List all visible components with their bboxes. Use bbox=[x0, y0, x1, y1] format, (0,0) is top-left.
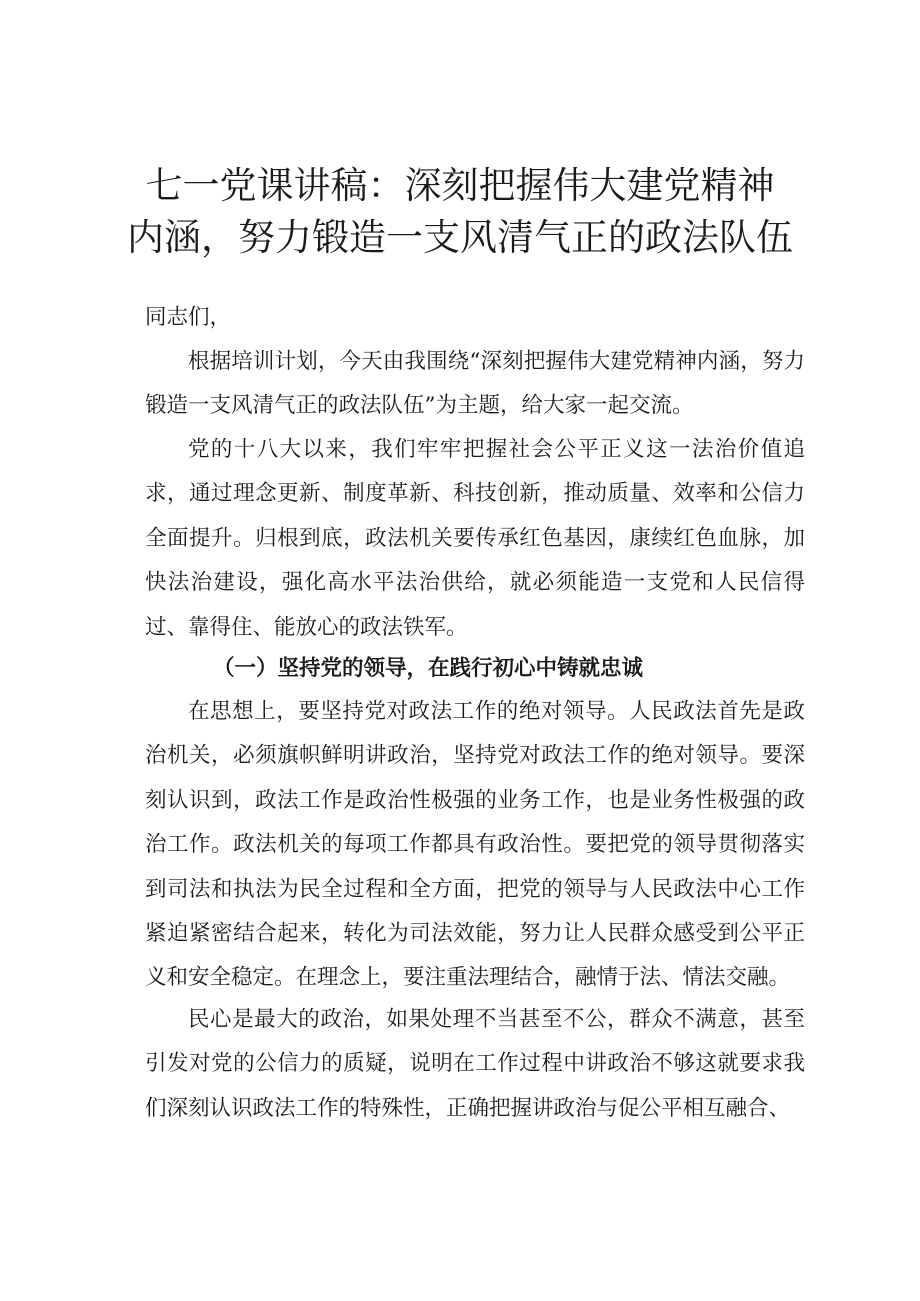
title-line-1: 七一党课讲稿：深刻把握伟大建党精神 bbox=[145, 164, 775, 207]
document-title bbox=[100, 160, 820, 264]
section-heading: （一）坚持党的领导，在践行初心中铸就忠诚 bbox=[213, 656, 644, 681]
section-paragraph-1: 在思想上，要坚持党对政法工作的绝对领导。人民政法首先是政治机关，必须旗帜鲜明讲政治，坚持党对政法工作的绝对领导。要深刻认识到，政法工作是政治性极强的业务工作，也是业务性极强的政治工作。政法机关的每项工作都具有政治性。要把党的领导贯彻落实到司法和执法为民全过程和全方面，把党的领导与人民政法中心工作紧迫紧密结合起来，转化为司法效能，努力让人民群众感受到公平正义和安全稳定。在理念上，要注重法理结合，融情于法、情法交融。 bbox=[145, 699, 805, 991]
intro-paragraph: 根据培训计划，今天由我围绕“深刻把握伟大建党精神内涵，努力锻造一支风清气正的政法队伍”为主题，给大家一起交流。 bbox=[145, 349, 805, 419]
background-paragraph: 党的十八大以来，我们牢牢把握社会公平正义这一法治价值追求，通过理念更新、制度革新、科技创新，推动质量、效率和公信力全面提升。归根到底，政法机关要传承红色基因，康续红色血脉，加快法治建设，强化高水平法治供给，就必须能造一支党和人民信得过、靠得住、能放心的政法铁军。 bbox=[145, 437, 805, 640]
section-paragraph-2: 民心是最大的政治，如果处理不当甚至不公，群众不满意，甚至引发对党的公信力的质疑，说明在工作过程中讲政治不够这就要求我们深刻认识政法工作的特殊性，正确把握讲政治与促公平相互融合、 bbox=[145, 1007, 805, 1121]
title-line-2: 内涵，努力锻造一支风清气正的政法队伍 bbox=[127, 216, 793, 259]
greeting: 同志们， bbox=[145, 305, 232, 330]
